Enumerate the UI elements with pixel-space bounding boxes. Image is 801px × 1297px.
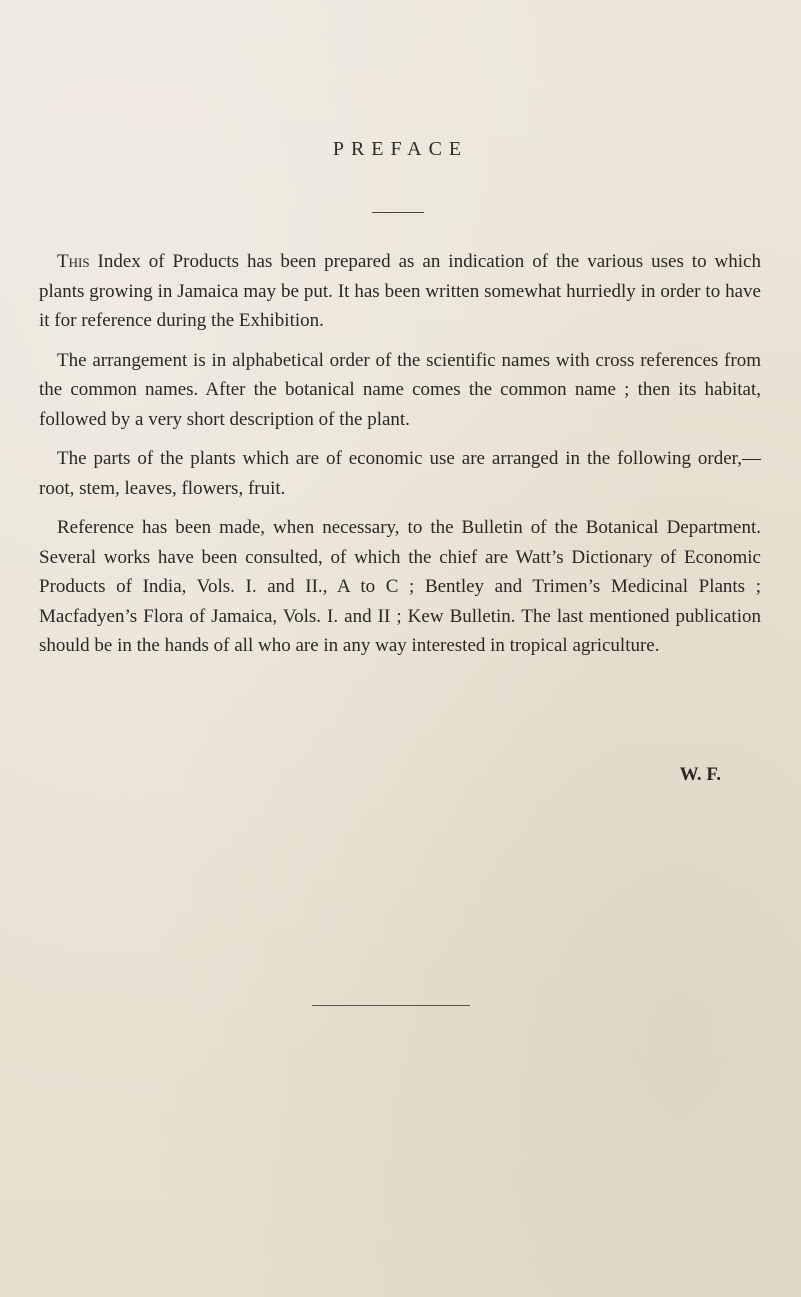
paragraph-2: The arrangement is in alphabetical order of the scientific names with cross references from the common names. After the botanical name comes the common name ; then its habitat, followed by a very short description of the plant. [39,349,761,430]
title-divider [372,212,424,213]
paragraph-4: Reference has been made, when necessary, to the Bulletin of the Botanical Department. Several works have been consulted, of which the chief are Watt’s Dictionary of Economic Products of India, Vols. I. and II., A to C ; Bentley and Trimen’s Medicinal Plants ; Macfadyen’s Flora of Jamaica, Vols. I. and II ; Kew Bulletin. The last mentioned publication should be in the hands of all who are in any way interested in tropical agriculture. [39,517,761,656]
signature: W. F. [679,764,721,785]
first-word: This [57,251,90,272]
paragraph-1-text: Index of Products has been prepared as an indication of the various uses to which plants growing in Jamaica may be put. It has been written somewhat hurriedly in order to have it for reference during the Exhibition. [39,251,761,331]
page-title: PREFACE [332,138,469,160]
bottom-divider [312,1005,470,1006]
paragraph-3: The parts of the plants which are of economic use are arranged in the following order,—root, stem, leaves, flowers, fruit. [39,448,761,499]
paragraph-1 [39,247,761,336]
preface-body [39,247,761,671]
